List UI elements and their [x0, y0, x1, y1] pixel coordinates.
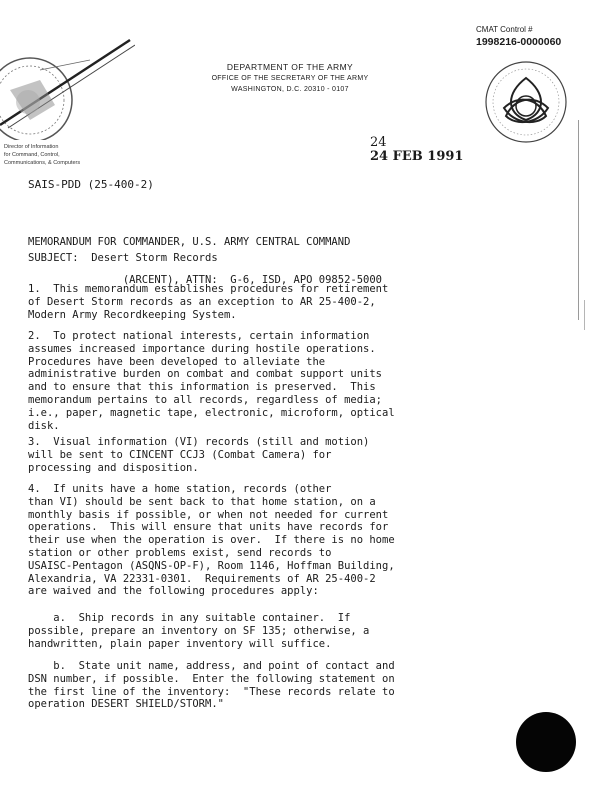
text-line: i.e., paper, magnetic tape, electronic, microform, optical	[28, 406, 395, 419]
office-name: OFFICE OF THE SECRETARY OF THE ARMY	[211, 75, 369, 82]
text-line: Alexandria, VA 22331-0301. Requirements of AR 25-400-2	[28, 572, 376, 585]
text-line: handwritten, plain paper inventory will suffice.	[28, 637, 332, 650]
text-line: processing and disposition.	[28, 461, 199, 474]
director-line: for Command, Control,	[4, 152, 60, 158]
director-line: Communications, & Computers	[4, 160, 81, 166]
text-line: administrative burden on combat and combat support units	[28, 368, 383, 381]
subject-line: SUBJECT: Desert Storm Records	[28, 252, 218, 264]
text-line: 4. If units have a home station, records (other	[28, 483, 332, 495]
department-name: DEPARTMENT OF THE ARMY	[226, 62, 354, 72]
sub-paragraph-a	[28, 612, 588, 650]
letterhead	[150, 62, 430, 95]
text-line: 1. This memorandum establishes procedures for retirement	[28, 283, 389, 295]
text-line: b. State unit name, address, and point of contact and	[28, 660, 395, 672]
text-line: operation DESERT SHIELD/STORM."	[28, 698, 224, 711]
paragraph-2	[28, 330, 588, 432]
text-line: will be sent to CINCENT CCJ3 (Combat Camera) for	[28, 448, 332, 461]
director-line: Director of Information	[4, 144, 59, 150]
sub-paragraph-b	[28, 660, 588, 711]
memo-for-line: (ARCENT), ATTN: G-6, ISD, APO 09852-5000	[28, 273, 383, 286]
memo-for-line: MEMORANDUM FOR COMMANDER, U.S. ARMY CENTRAL COMMAND	[28, 236, 351, 248]
text-line: USAISC-Pentagon (ASQNS-OP-F), Room 1146, Hoffman Building,	[28, 559, 395, 572]
date-stamp: 24 FEB 1991	[370, 149, 464, 164]
text-line: Procedures have been developed to alleviate the	[28, 355, 326, 368]
director-block	[4, 143, 80, 167]
paragraph-3	[28, 436, 588, 474]
text-line: of Desert Storm records as an exception to AR 25-400-2,	[28, 295, 376, 308]
cmat-control-number: 1998216-0000060	[476, 36, 562, 48]
text-line: possible, prepare an inventory on SF 135; otherwise, a	[28, 624, 370, 637]
cmat-seal-icon	[476, 58, 576, 146]
text-line: DSN number, if possible. Enter the following statement on	[28, 672, 395, 685]
paragraph-1	[28, 283, 588, 321]
handwritten-mark: 24	[370, 135, 387, 150]
text-line: operations. This will ensure that units have records for	[28, 521, 389, 534]
cmat-control-label: CMAT Control #	[476, 25, 533, 34]
text-line: disk.	[28, 419, 60, 432]
text-line: station or other problems exist, send records to	[28, 546, 332, 559]
text-line: 3. Visual information (VI) records (still and motion)	[28, 436, 370, 448]
redaction-blot	[516, 712, 576, 772]
text-line: monthly basis if possible, or when not needed for current	[28, 508, 389, 521]
text-line: a. Ship records in any suitable container. If	[28, 612, 351, 624]
office-address: WASHINGTON, D.C. 20310 - 0107	[231, 86, 349, 93]
text-line: and to ensure that this information is preserved. This	[28, 381, 376, 394]
office-symbol: SAIS-PDD (25-400-2)	[28, 178, 154, 191]
paragraph-4	[28, 483, 588, 598]
text-line: 2. To protect national interests, certain information	[28, 330, 370, 342]
text-line: Modern Army Recordkeeping System.	[28, 308, 237, 321]
army-seal-icon	[0, 30, 135, 140]
text-line: than VI) should be sent back to that home station, on a	[28, 495, 376, 508]
text-line: the first line of the inventory: "These records relate to	[28, 685, 395, 698]
text-line: their use when the operation is over. If there is no home	[28, 534, 395, 547]
handwritten-date	[370, 136, 463, 164]
cmat-control-block	[476, 24, 561, 48]
text-line: are waived and the following procedures apply:	[28, 585, 319, 598]
text-line: memorandum pertains to all records, regardless of media;	[28, 393, 383, 406]
text-line: assumes increased importance during hostile operations.	[28, 342, 376, 355]
